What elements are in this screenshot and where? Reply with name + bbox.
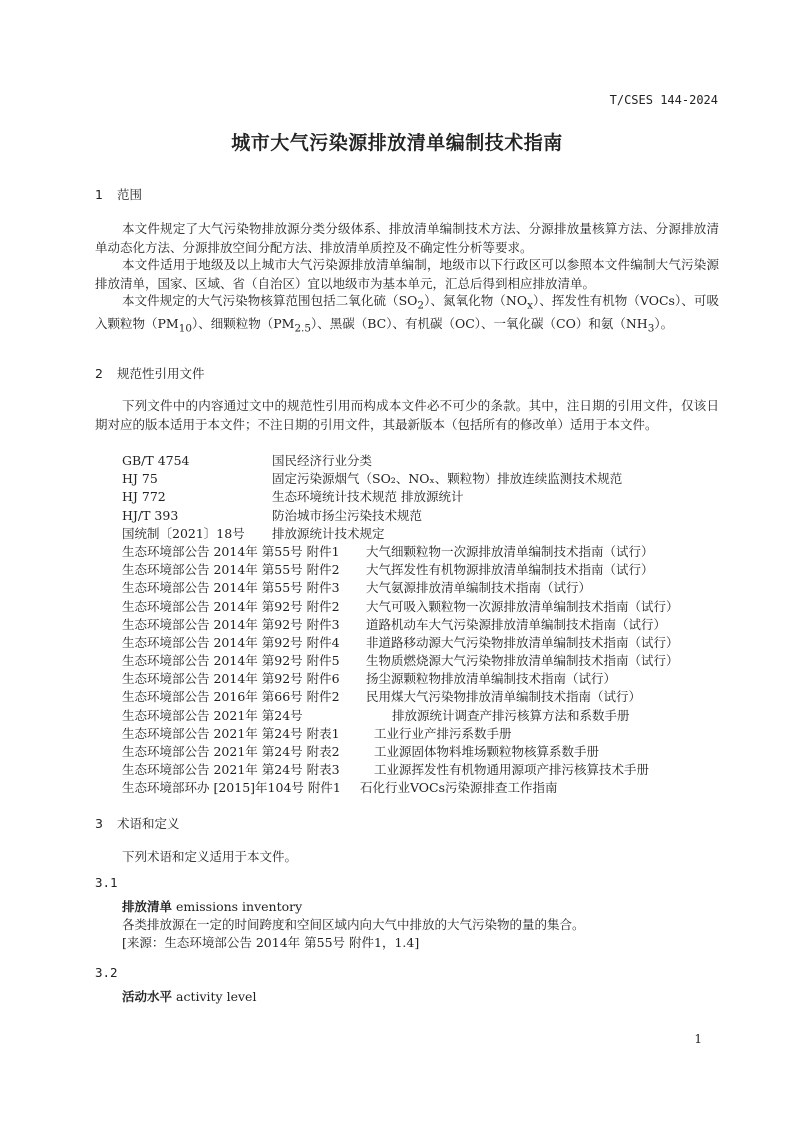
subscript: x [527,299,533,312]
subscript: 2 [417,299,425,312]
document-title: 城市大气污染源排放清单编制技术指南 [231,132,563,154]
reference-code: 生态环境部公告 2021年 第24号 附表1 [122,725,340,741]
scope-paragraph-pollutants [95,292,719,338]
term-entry-emissions-inventory [122,897,302,915]
reference-title: 大气氨源排放清单编制技术指南（试行） [366,580,592,596]
pollutants-text: ）、黑碳（BC）、有机碳（OC）、一氧化碳（CO）和氨（NH [311,316,648,331]
reference-title: 非道路移动源大气污染物排放清单编制技术指南（试行） [366,634,679,650]
term-entry-activity-level [122,987,256,1005]
reference-code: 生态环境部公告 2014年 第92号 附件3 [122,616,340,632]
term-source: [来源：生态环境部公告 2014年 第55号 附件1，1.4] [122,935,420,950]
reference-title: 防治城市扬尘污染技术规范 [272,507,423,523]
standard-code: T/CSES 144-2024 [609,93,718,107]
reference-code: 生态环境部环办 [2015]年104号 附件1 [122,780,341,796]
reference-code: 生态环境部公告 2014年 第92号 附件5 [122,653,340,669]
pollutants-text: ）、挥发性有机物（VOCs）、可吸入颗粒物（PM [95,293,720,331]
reference-code: 生态环境部公告 2014年 第92号 附件2 [122,598,340,614]
reference-title: 民用煤大气污染物排放清单编制技术指南（试行） [366,689,642,705]
terms-intro: 下列术语和定义适用于本文件。 [122,849,298,864]
reference-title: 大气细颗粒物一次源排放清单编制技术指南（试行） [366,543,654,559]
reference-title: 固定污染源烟气（SO₂、NOₓ、颗粒物）排放连续监测技术规范 [272,471,623,487]
reference-title: 工业源挥发性有机物通用源项产排污核算技术手册 [374,762,650,778]
section-heading-terms [95,814,180,832]
section-title: 范围 [117,187,143,202]
section-number: 3 [95,816,103,831]
pollutants-text: ）、细颗粒物（PM [191,316,295,331]
reference-title: 石化行业VOCs污染源排查工作指南 [360,780,558,796]
clause-number: 3.1 [95,875,118,890]
scope-paragraph-2: 本文件适用于地级及以上城市大气污染源排放清单编制，地级市以下行政区可以参照本文件编制大气污染源排放清单，国家、区域、省（自治区）宜以地级市为基本单元，汇总后得到相应排放清单。 [95,257,719,291]
subscript: 2.5 [294,322,311,335]
clause-number: 3.2 [95,965,118,980]
reference-code: 生态环境部公告 2014年 第55号 附件3 [122,580,340,596]
reference-code: HJ 772 [122,489,166,505]
reference-code: 生态环境部公告 2021年 第24号 附表3 [122,762,340,778]
reference-code: 生态环境部公告 2014年 第55号 附件2 [122,562,340,578]
subscript: 10 [178,322,192,335]
reference-code: GB/T 4754 [122,453,190,468]
section-number: 1 [95,187,103,202]
references-intro: 下列文件中的内容通过文中的规范性引用而构成本文件必不可少的条款。其中，注日期的引用文件，仅该日期对应的版本适用于本文件；不注日期的引用文件，其最新版本（包括所有的修改单）适用于本文件。 [95,398,719,432]
pollutants-text: ）、氮氧化物（NO [424,293,528,308]
section-number: 2 [95,366,103,381]
term-english: emissions inventory [176,899,303,914]
term-english: activity level [176,989,257,1004]
reference-title: 大气可吸入颗粒物一次源排放清单编制技术指南（试行） [366,598,679,614]
reference-code: 生态环境部公告 2021年 第24号 附表2 [122,744,340,759]
reference-title: 生物质燃烧源大气污染物排放清单编制技术指南（试行） [366,653,679,669]
term-chinese: 排放清单 [122,899,173,914]
reference-code: 国统制〔2021〕18号 [122,525,245,541]
page-number: 1 [694,1032,702,1046]
reference-code: 生态环境部公告 2014年 第92号 附件6 [122,671,340,687]
reference-code: HJ/T 393 [122,507,179,523]
reference-code: 生态环境部公告 2021年 第24号 [122,707,303,723]
reference-title: 排放源统计调查产排污核算方法和系数手册 [392,707,630,723]
pollutants-text: ）。 [654,316,674,331]
reference-title: 国民经济行业分类 [272,453,373,468]
reference-title: 生态环境统计技术规范 排放源统计 [272,489,464,505]
section-title: 规范性引用文件 [117,366,205,381]
section-heading-scope [95,185,142,203]
reference-title: 大气挥发性有机物源排放清单编制技术指南（试行） [366,562,654,578]
scope-paragraph-1: 本文件规定了大气污染物排放源分类分级体系、排放清单编制技术方法、分源排放量核算方法、分源排放清单动态化方法、分源排放空间分配方法、排放清单质控及不确定性分析等要求。 [95,221,719,255]
subscript: 3 [647,322,655,335]
reference-code: 生态环境部公告 2014年 第55号 附件1 [122,543,340,559]
reference-title: 扬尘源颗粒物排放清单编制技术指南（试行） [366,671,617,687]
reference-title: 排放源统计技术规定 [272,525,385,541]
section-heading-normative-references [95,364,205,382]
reference-code: 生态环境部公告 2014年 第92号 附件4 [122,634,340,650]
reference-code: 生态环境部公告 2016年 第66号 附件2 [122,689,340,705]
reference-title: 道路机动车大气污染源排放清单编制技术指南（试行） [366,616,667,632]
reference-code: HJ 75 [122,471,158,487]
pollutants-text: 本文件规定的大气污染物核算范围包括二氧化硫（SO [122,293,418,308]
section-title: 术语和定义 [117,816,180,831]
term-definition: 各类排放源在一定的时间跨度和空间区域内向大气中排放的大气污染物的量的集合。 [122,917,585,932]
reference-title: 工业行业产排污系数手册 [374,725,512,741]
reference-title: 工业源固体物料堆场颗粒物核算系数手册 [374,744,600,759]
term-chinese: 活动水平 [122,989,173,1004]
